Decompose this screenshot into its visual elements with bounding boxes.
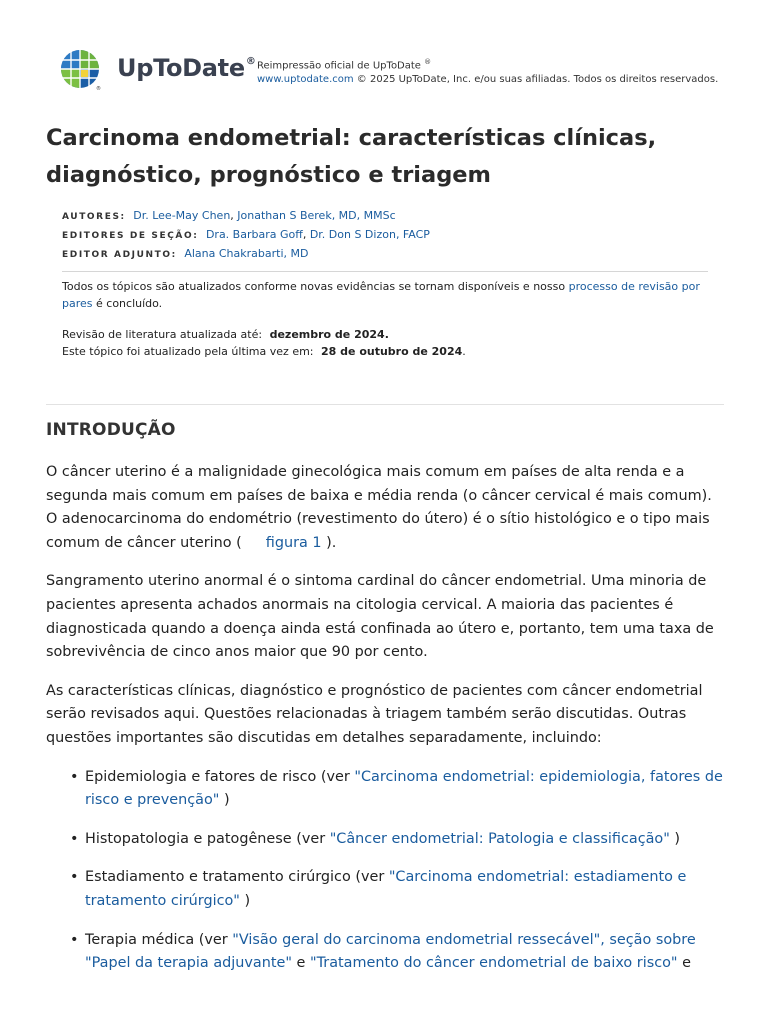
list-item [70, 929, 726, 976]
brand-registered-mark: ® [245, 56, 256, 67]
list-item-suffix: ) [669, 830, 681, 847]
update-note [62, 278, 708, 312]
article-title: Carcinoma endometrial: características clínicas, diagnóstico, prognóstico e triagem [46, 125, 657, 188]
uptodate-site-link[interactable]: www.uptodate.com [257, 74, 354, 86]
bullet-icon: • [70, 869, 79, 886]
list-item-text: Histopatologia e patogênese (ver [85, 830, 330, 847]
list-item [70, 866, 726, 913]
bullet-icon: • [70, 931, 79, 948]
list-item-suffix: ) [219, 792, 230, 809]
deputy-editor-label: EDITOR ADJUNTO: [62, 250, 177, 260]
bullet-icon: • [70, 768, 79, 785]
list-item [70, 766, 726, 813]
divider [62, 271, 708, 272]
paragraph-text: ). [321, 534, 337, 551]
reprint-notice [257, 55, 718, 87]
section-editors-label: EDITORES DE SEÇÃO: [62, 231, 199, 241]
deputy-editor-link[interactable]: Alana Chakrabarti, MD [184, 247, 309, 260]
related-topics-list [46, 766, 726, 976]
copyright-text: © 2025 UpToDate, Inc. e/ou suas afiliadas. Todos os direitos reservados. [356, 74, 719, 86]
last-updated-label: Este tópico foi atualizado pela última vez em: [62, 345, 314, 358]
list-item-text: Epidemiologia e fatores de risco (ver [85, 768, 355, 785]
lit-review-date: dezembro de 2024. [269, 328, 389, 341]
list-item-text: Terapia médica (ver [85, 931, 233, 948]
reprint-line: Reimpressão oficial de UpToDate [257, 60, 421, 72]
section-editor-link[interactable]: Dra. Barbara Goff [205, 228, 303, 241]
paragraph: Sangramento uterino anormal é o sintoma cardinal do câncer endometrial. Uma minoria de pacientes apresenta achados anormais na citologia cervical. A maioria das pacientes é diagnosticada quando a doença ainda está confinada ao útero e, portanto, tem uma taxa de sobrevivência de cinco anos maior que 90 por cento. [46, 573, 714, 661]
list-item-suffix: ) [239, 892, 251, 909]
author-link[interactable]: Dr. Lee-May Chen [133, 209, 231, 222]
lit-review-label: Revisão de literatura atualizada até: [62, 328, 263, 341]
reprint-registered-mark: ® [424, 58, 432, 66]
section-heading: INTRODUÇÃO [46, 420, 176, 440]
list-item-suffix: e [677, 955, 691, 972]
review-dates [62, 326, 466, 360]
section-editor-link[interactable]: Dr. Don S Dizon, FACP [309, 228, 430, 241]
article-credits: AUTORES: Dr. Lee-May Chen, Jonathan S Berek, MD, MMSc EDITORES DE SEÇÃO: Dra. Barbara Goff, Dr. Don S Dizon, FACP EDITOR ADJUNTO: Alana Chakrabarti, MD [62, 209, 430, 260]
intro-body [46, 461, 726, 991]
author-link[interactable]: Jonathan S Berek, MD, MMSc [237, 209, 396, 222]
paragraph: As características clínicas, diagnóstico e prognóstico de pacientes com câncer endometrial serão revisados aqui. Questões relacionadas à triagem também serão discutidas. Outras questões importantes são discutidas em detalhes separadamente, incluindo: [46, 682, 703, 746]
bullet-icon: • [70, 830, 79, 847]
header [60, 46, 740, 96]
last-updated-period: . [462, 345, 466, 358]
brand-text: UpToDate [117, 54, 245, 82]
topic-link[interactable]: "Tratamento do câncer endometrial de baixo risco" [309, 955, 678, 972]
figure-1-link[interactable]: figura 1 [265, 534, 322, 551]
update-note-text: Todos os tópicos são atualizados conforme novas evidências se tornam disponíveis e nosso [62, 280, 569, 293]
uptodate-globe-logo-icon[interactable] [60, 49, 102, 91]
brand-name[interactable] [117, 54, 256, 82]
list-item [70, 828, 726, 852]
list-item-text: Estadiamento e tratamento cirúrgico (ver [85, 869, 389, 886]
paragraph [46, 461, 726, 555]
topic-link[interactable]: "Câncer endometrial: Patologia e classificação" [329, 830, 670, 847]
topic-link[interactable]: "Carcinoma endometrial: epidemiologia, fatores de risco e prevenção" [85, 768, 723, 809]
topic-link[interactable]: "Visão geral do carcinoma endometrial ressecável", seção sobre "Papel da terapia adjuvante" [85, 931, 696, 972]
peer-review-process-link[interactable]: processo de revisão por pares [62, 280, 700, 310]
last-updated-date: 28 de outubro de 2024 [321, 345, 463, 358]
svg-text:®: ® [96, 86, 101, 91]
topic-link[interactable]: "Carcinoma endometrial: estadiamento e tratamento cirúrgico" [85, 869, 687, 909]
list-item-conjunction: e [291, 955, 310, 972]
section-divider [46, 404, 724, 405]
authors-label: AUTORES: [62, 212, 126, 222]
paragraph-text: O câncer uterino é a malignidade ginecológica mais comum em países de alta renda e a segunda mais comum em países de baixa e média renda (o câncer cervical é mais comum). O adenocarcinoma do endométrio (revestimento do útero) é o sítio histológico e o tipo mais comum de câncer uterino ( [46, 464, 712, 551]
update-note-suffix: é concluído. [92, 297, 163, 310]
